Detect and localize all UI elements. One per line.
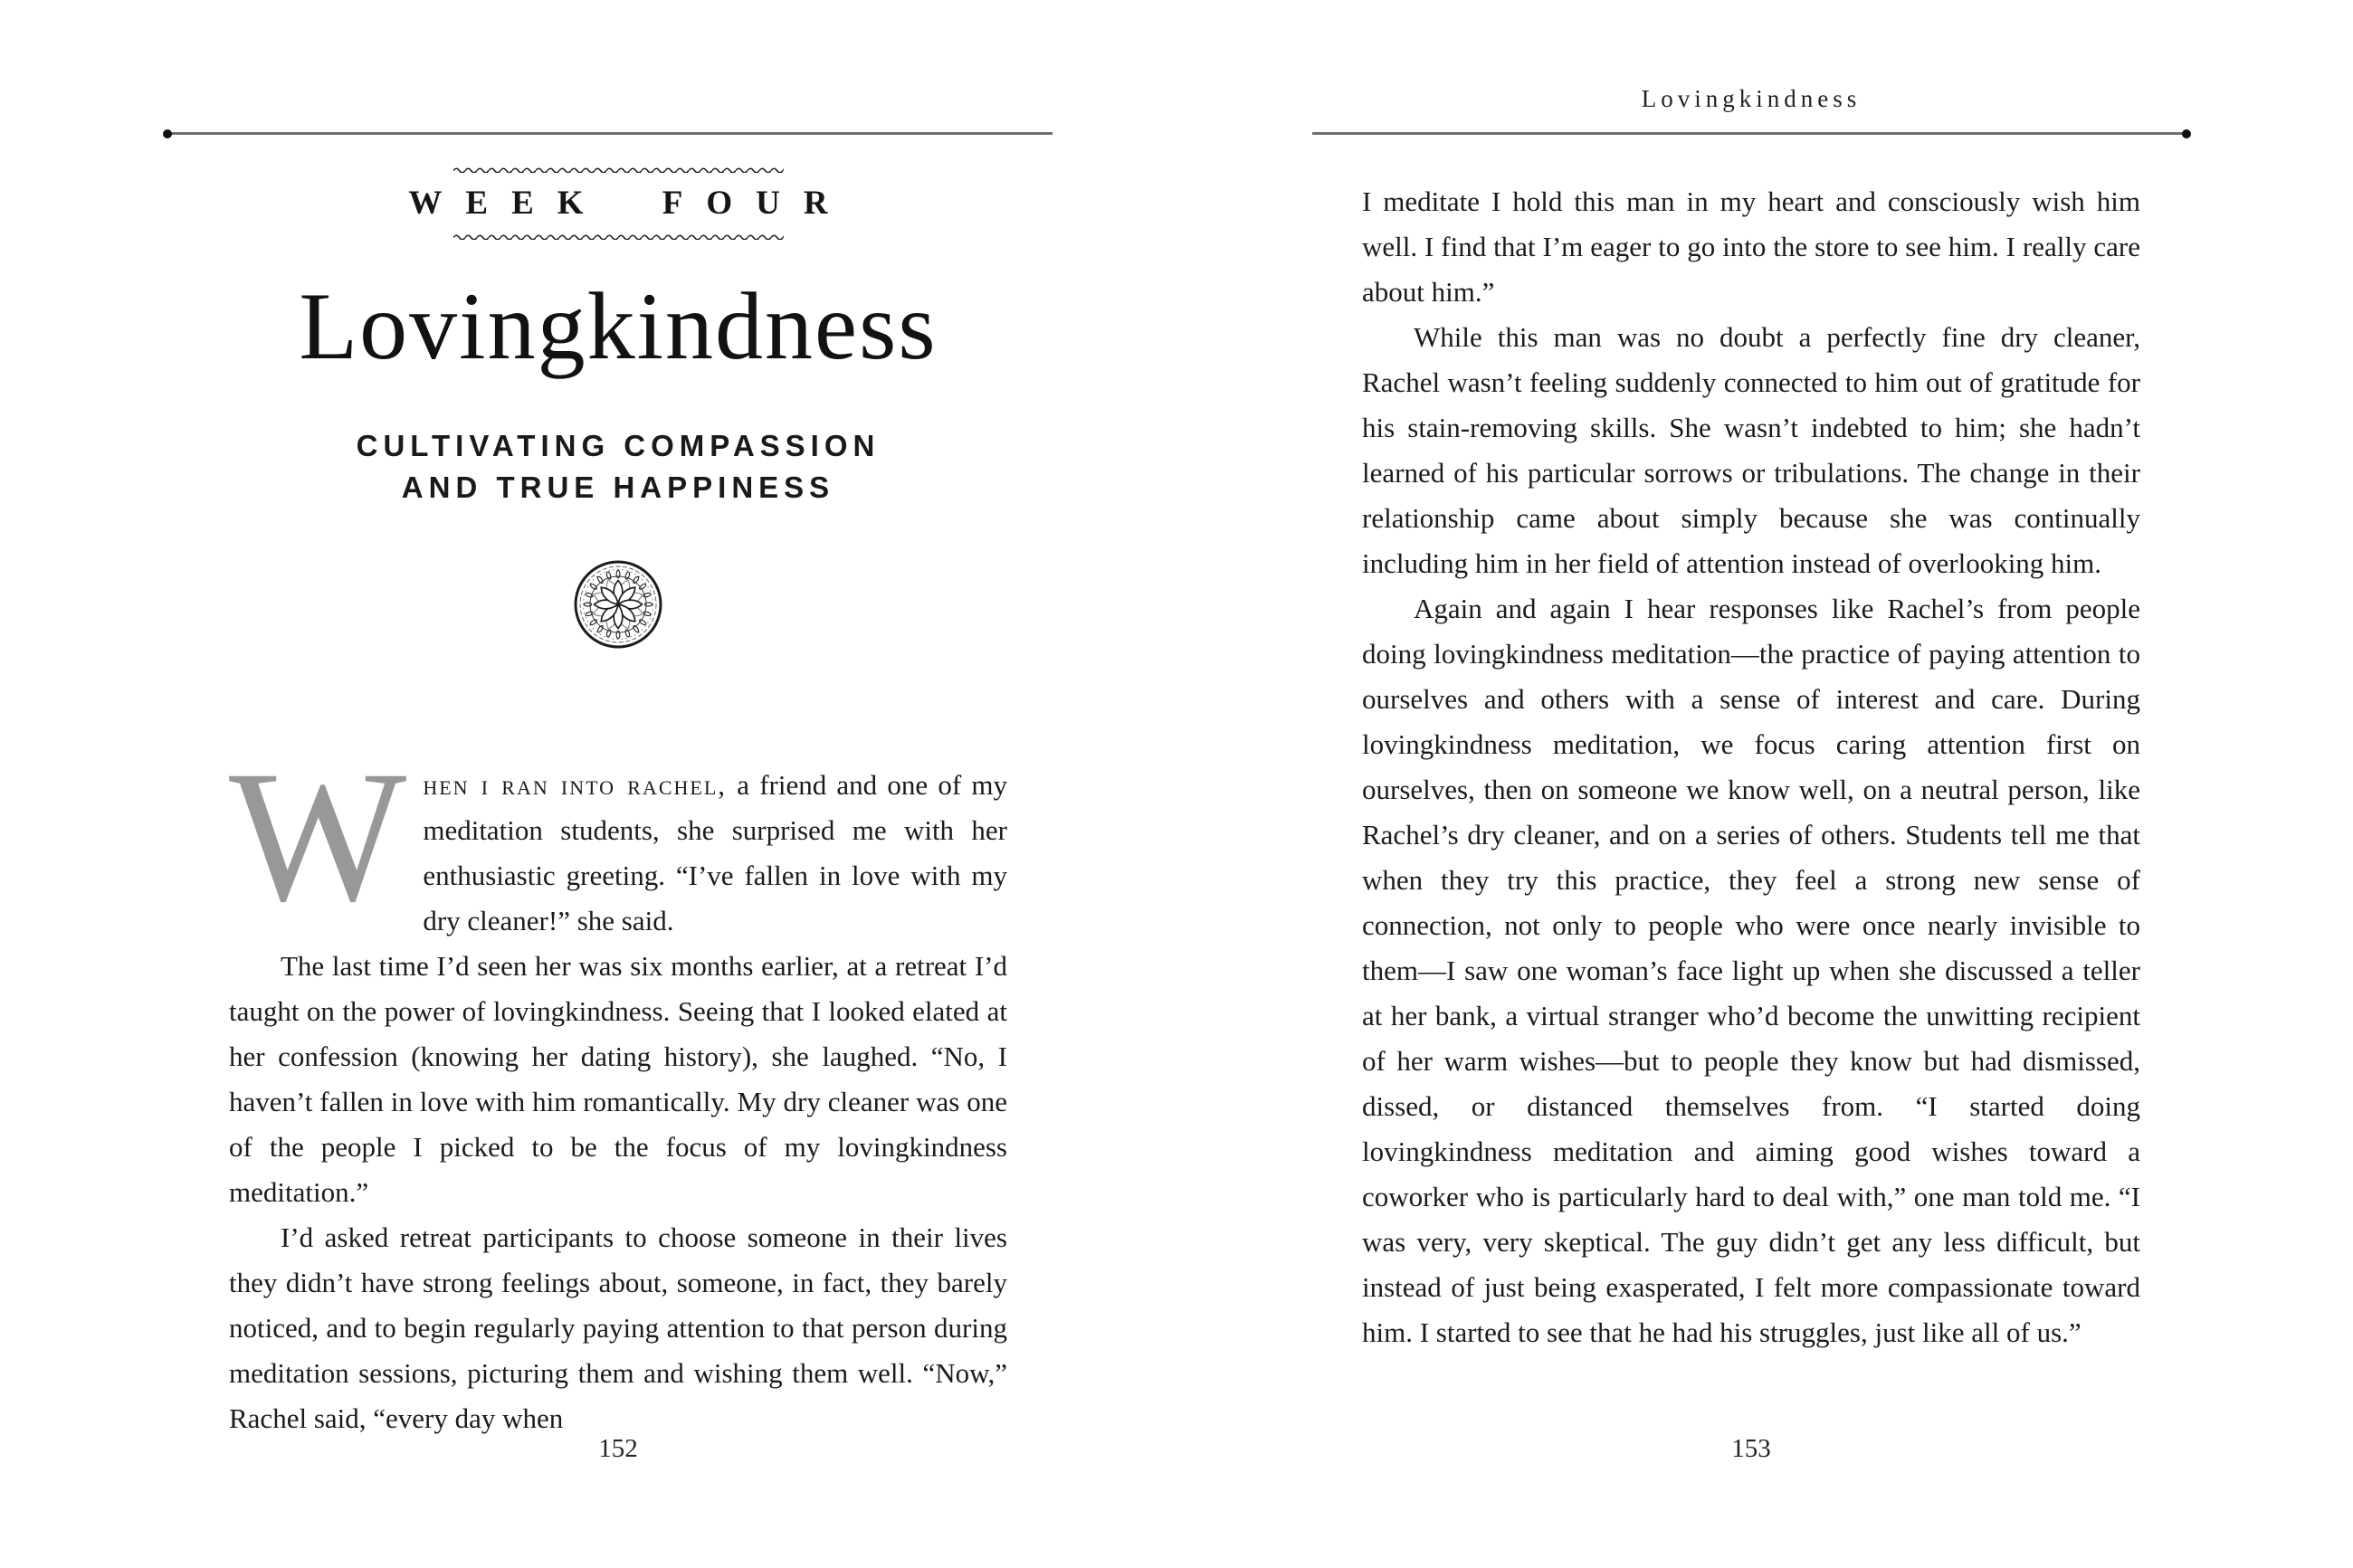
- lotus-medallion-ornament-icon: [573, 559, 663, 650]
- wavy-rule-top-icon: [453, 165, 784, 173]
- left-page-body: [229, 732, 1007, 1441]
- chapter-opener-header: [229, 165, 1007, 240]
- paragraph: While this man was no doubt a perfectly fine dry cleaner, Rachel wasn’t feeling suddenly connected to him out of gratitude for his stain-removing skills. She wasn’t indebted to him; she hadn’t learned of his particular sorrows or tribulations. The change in their relationship came about simply because she was continually including him in her field of attention instead of overlooking him.: [1362, 321, 2140, 579]
- chapter-subtitle: [229, 425, 1007, 508]
- paragraph: I meditate I hold this man in my heart and consciously wish him well. I find that I’m eager to go into the store to see him. I really care about him.”: [1362, 185, 2140, 308]
- ornament-row: [229, 559, 1007, 654]
- week-kicker: WEEK FOUR: [408, 185, 852, 222]
- rule-end-dot-icon: [163, 129, 172, 138]
- right-page-body: [1362, 179, 2140, 1355]
- small-caps-lead: hen i ran into rachel,: [423, 769, 728, 801]
- paragraph: Again and again I hear responses like Rachel’s from people doing lovingkindness meditation—the practice of paying attention to ourselves and others with a sense of interest and care. During lovingkindness meditation, we focus caring attention first on ourselves, then on someone we know well, on a neutral person, like Rachel’s dry cleaner, and on a series of others. Students tell me that when they try this practice, they feel a strong new sense of connection, not only to people who were once nearly invisible to them—I saw one woman’s face light up when she discussed a teller at her bank, a virtual stranger who’d become the unwitting recipient of her warm wishes—but to people they know but had dismissed, dissed, or distanced themselves from. “I started doing lovingkindness meditation and aiming good wishes toward a coworker who is particularly hard to deal with,” one man told me. “I was very, very skeptical. The guy didn’t get any less difficult, but instead of just being exasperated, I felt more compassionate toward him. I started to see that he had his struggles, just like all of us.”: [1362, 593, 2140, 1348]
- paragraph: [229, 732, 1007, 944]
- wavy-rule-bottom-icon: [453, 232, 784, 240]
- paragraph: I’d asked retreat participants to choose someone in their lives they didn’t have strong feelings about, someone, in fact, they barely noticed, and to begin regularly paying attention to that person during meditation sessions, picturing them and wishing them well. “Now,” Rachel said, “every day when: [229, 1221, 1007, 1434]
- rule-end-dot-icon: [2182, 129, 2191, 138]
- chapter-subtitle-line2: AND TRUE HAPPINESS: [401, 470, 835, 504]
- drop-cap: W: [229, 732, 407, 940]
- running-head: Lovingkindness: [1641, 85, 1862, 112]
- right-page-header-rule: [1312, 132, 2188, 135]
- paragraph: The last time I’d seen her was six months earlier, at a retreat I’d taught on the power of lovingkindness. Seeing that I looked elated at her confession (knowing her dating history), she laughed. “No, I haven’t fallen in love with him romantically. My dry cleaner was one of the people I picked to be the focus of my lovingkindness meditation.”: [229, 950, 1007, 1208]
- chapter-subtitle-line1: CULTIVATING COMPASSION: [356, 429, 881, 462]
- page-number-right: 153: [1731, 1434, 1771, 1463]
- chapter-title: Lovingkindness: [299, 273, 938, 379]
- page-number-left: 152: [598, 1434, 638, 1463]
- left-page-header-rule: [166, 132, 1053, 135]
- paragraph-text: a friend and one of my meditation students, she surprised me with her enthusiastic greeting. “I’ve fallen in love with my dry cleaner!” she said.: [423, 769, 1007, 936]
